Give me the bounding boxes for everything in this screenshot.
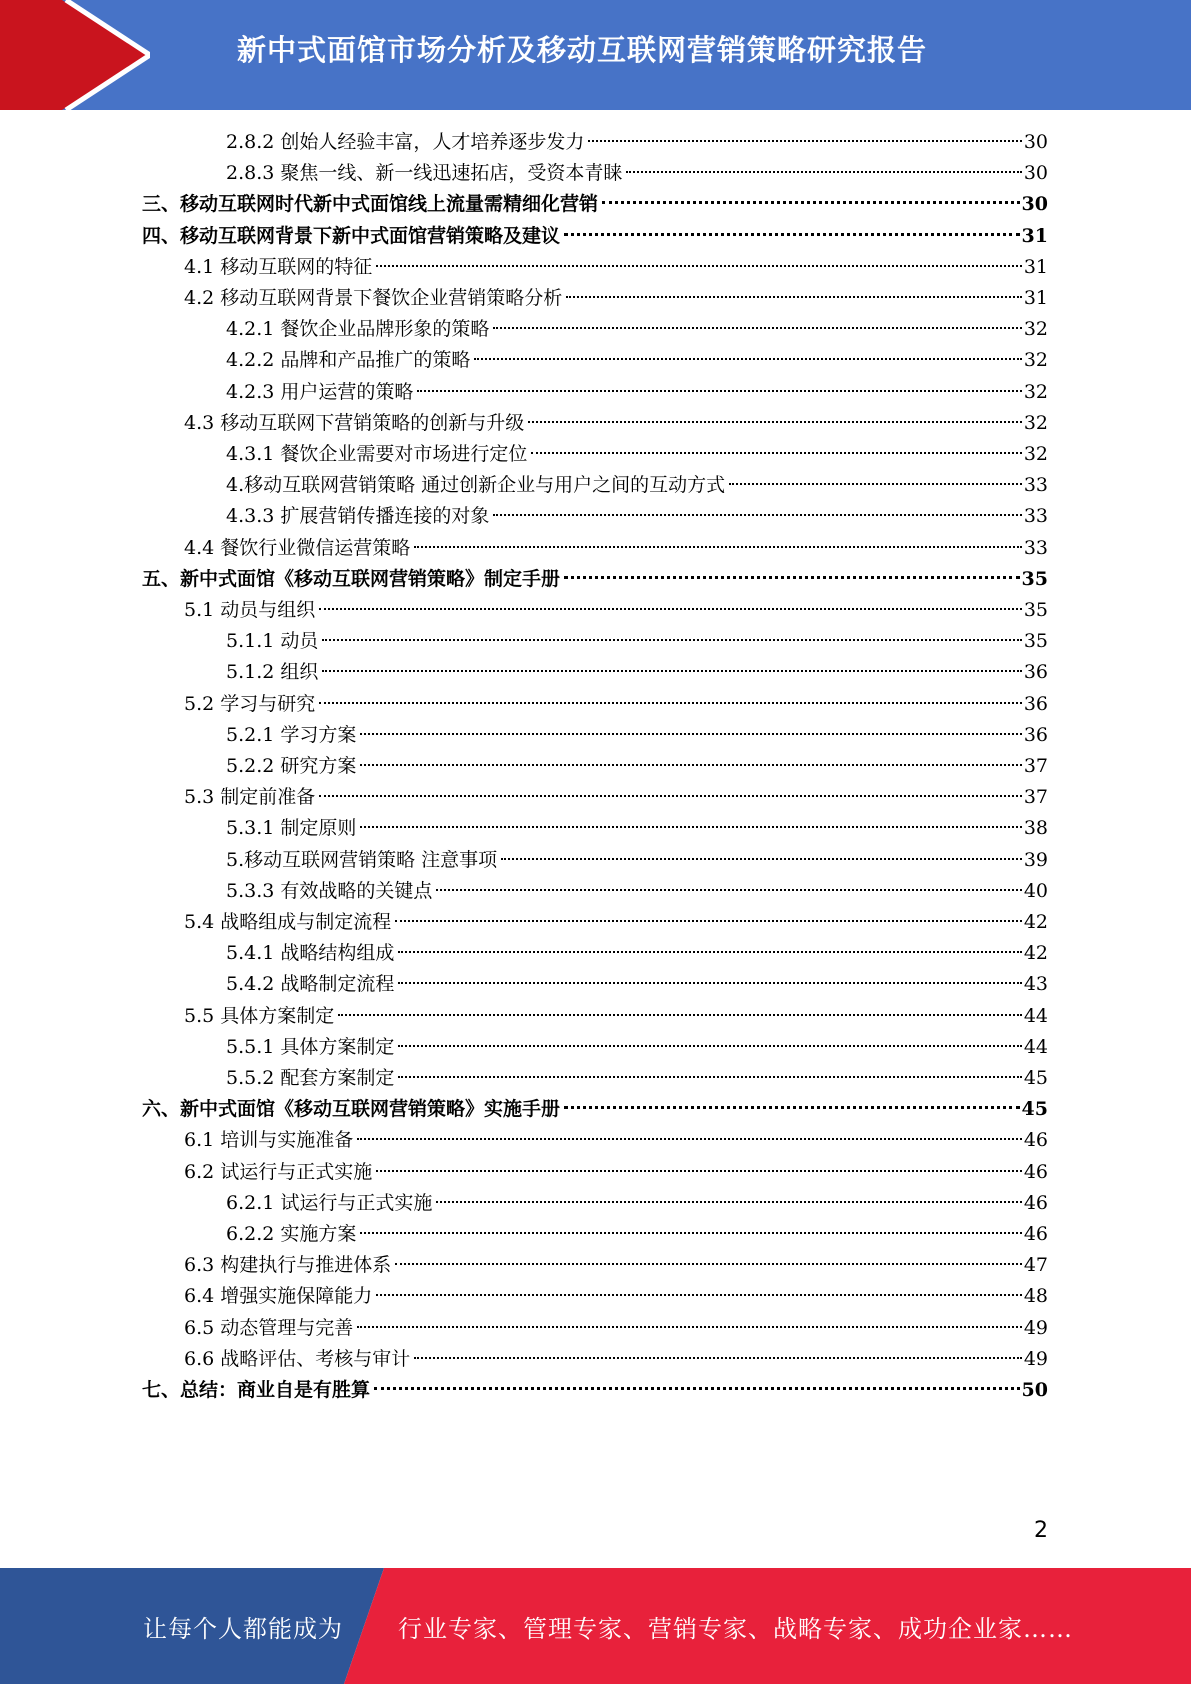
- toc-entry-page: 35: [1021, 567, 1048, 590]
- toc-dot-leader: [398, 951, 1021, 953]
- toc-entry-title: 6.5 动态管理与完善: [184, 1316, 354, 1339]
- toc-entry-page: 49: [1023, 1316, 1048, 1339]
- toc-entry[interactable]: [184, 782, 1048, 813]
- toc-entry-title: 5.4 战略组成与制定流程: [184, 911, 392, 933]
- toc-entry-title: 四、移动互联网背景下新中式面馆营销策略及建议: [142, 224, 561, 247]
- toc-entry[interactable]: [226, 377, 1048, 408]
- toc-dot-leader: [376, 1294, 1022, 1296]
- toc-entry-page: 32: [1023, 411, 1048, 434]
- toc-dot-leader: [566, 296, 1022, 298]
- page-number: 2: [1034, 1518, 1048, 1543]
- toc-entry-title: 6.2.1 试运行与正式实施: [226, 1191, 433, 1214]
- toc-entry[interactable]: [142, 564, 1048, 595]
- toc-entry-title: 4.2.2 品牌和产品推广的策略: [226, 349, 471, 372]
- toc-dot-leader: [398, 1045, 1021, 1047]
- toc-entry[interactable]: [184, 689, 1048, 720]
- toc-entry-page: 42: [1023, 942, 1048, 965]
- toc-entry-title: 6.4 增强实施保障能力: [184, 1285, 373, 1308]
- toc-dot-leader: [564, 576, 1020, 579]
- toc-entry-page: 33: [1023, 505, 1048, 528]
- toc-entry-page: 32: [1023, 380, 1048, 403]
- toc-entry[interactable]: [142, 189, 1048, 220]
- toc-entry[interactable]: [184, 1344, 1048, 1375]
- toc-entry[interactable]: [184, 408, 1048, 439]
- toc-entry[interactable]: [226, 845, 1048, 876]
- toc-entry[interactable]: [184, 1281, 1048, 1312]
- toc-entry-page: 44: [1023, 1035, 1048, 1058]
- toc-dot-leader: [374, 1387, 1020, 1390]
- toc-entry[interactable]: [226, 1219, 1048, 1250]
- toc-dot-leader: [414, 546, 1022, 548]
- toc-dot-leader: [357, 1138, 1022, 1140]
- toc-dot-leader: [322, 670, 1021, 672]
- toc-entry[interactable]: [226, 314, 1048, 345]
- toc-entry-title: 6.3 构建执行与推进体系: [184, 1254, 392, 1277]
- toc-entry-page: 39: [1023, 848, 1048, 871]
- toc-dot-leader: [528, 421, 1022, 423]
- toc-entry-page: 47: [1023, 1254, 1048, 1277]
- toc-entry[interactable]: [226, 813, 1048, 844]
- chevron-red-shape: [0, 0, 150, 110]
- toc-entry-title: 6.2 试运行与正式实施: [184, 1160, 373, 1183]
- toc-entry[interactable]: [226, 158, 1048, 189]
- toc-entry-title: 五、新中式面馆《移动互联网营销策略》制定手册: [142, 567, 561, 590]
- toc-entry-title: 5.5.2 配套方案制定: [226, 1067, 395, 1089]
- toc-entry[interactable]: [184, 252, 1048, 283]
- toc-entry[interactable]: [226, 938, 1048, 969]
- toc-entry-title: 七、总结：商业自是有胜算: [142, 1379, 371, 1401]
- toc-dot-leader: [501, 858, 1022, 860]
- toc-entry[interactable]: [226, 1032, 1048, 1063]
- toc-entry[interactable]: [184, 1250, 1048, 1281]
- toc-entry-title: 4.3.1 餐饮企业需要对市场进行定位: [226, 443, 528, 465]
- toc-dot-leader: [360, 764, 1021, 766]
- toc-entry-page: 44: [1023, 1004, 1048, 1027]
- toc-entry-page: 36: [1023, 723, 1048, 746]
- footer-slogan-right: 行业专家、管理专家、营销专家、战略专家、成功企业家……: [398, 1615, 1073, 1643]
- toc-dot-leader: [338, 1014, 1022, 1016]
- toc-dot-leader: [322, 639, 1021, 641]
- toc-entry[interactable]: [142, 221, 1048, 252]
- toc-entry[interactable]: [226, 1063, 1048, 1094]
- toc-entry-title: 5.3 制定前准备: [184, 786, 316, 809]
- toc-dot-leader: [357, 1326, 1022, 1328]
- toc-entry-title: 5.5.1 具体方案制定: [226, 1035, 395, 1058]
- toc-entry-title: 5.3.1 制定原则: [226, 817, 357, 840]
- toc-dot-leader: [531, 452, 1021, 454]
- toc-entry-title: 三、移动互联网时代新中式面馆线上流量需精细化营销: [142, 193, 599, 216]
- toc-entry[interactable]: [184, 1157, 1048, 1188]
- toc-entry[interactable]: [142, 1094, 1048, 1125]
- toc-entry-title: 5.1.2 组织: [226, 661, 319, 684]
- toc-dot-leader: [395, 1263, 1022, 1265]
- toc-entry-page: 46: [1023, 1191, 1048, 1214]
- toc-entry-title: 4.移动互联网营销策略 通过创新企业与用户之间的互动方式: [226, 474, 726, 497]
- toc-entry-page: 45: [1023, 1067, 1048, 1089]
- toc-entry[interactable]: [184, 283, 1048, 314]
- toc-entry-title: 4.2.3 用户运营的策略: [226, 380, 414, 403]
- toc-dot-leader: [398, 982, 1021, 984]
- toc-entry-page: 46: [1023, 1223, 1048, 1245]
- toc-dot-leader: [319, 608, 1022, 610]
- toc-dot-leader: [564, 1106, 1020, 1109]
- toc-entry-page: 46: [1023, 1129, 1048, 1152]
- toc-entry-title: 5.4.2 战略制定流程: [226, 973, 395, 996]
- toc-entry-page: 32: [1023, 443, 1048, 465]
- toc-entry-page: 31: [1021, 224, 1048, 247]
- toc-entry-page: 32: [1023, 318, 1048, 341]
- toc-entry-page: 42: [1023, 911, 1048, 933]
- toc-dot-leader: [493, 327, 1021, 329]
- toc-entry-page: 40: [1023, 879, 1048, 902]
- toc-entry-page: 50: [1021, 1379, 1048, 1401]
- toc-entry-page: 31: [1023, 255, 1048, 278]
- toc-dot-leader: [376, 265, 1022, 267]
- toc-entry-page: 37: [1023, 786, 1048, 809]
- toc-entry-page: 43: [1023, 973, 1048, 996]
- toc-entry-title: 5.2.1 学习方案: [226, 723, 357, 746]
- toc-entry[interactable]: [184, 1001, 1048, 1032]
- toc-entry-title: 5.1.1 动员: [226, 630, 319, 653]
- toc-entry-title: 6.1 培训与实施准备: [184, 1129, 354, 1152]
- toc-dot-leader: [729, 483, 1022, 485]
- toc-dot-leader: [414, 1357, 1022, 1359]
- toc-entry[interactable]: [184, 907, 1048, 938]
- header-chevron-decoration: [0, 0, 150, 110]
- toc-entry[interactable]: [226, 1188, 1048, 1219]
- footer-slogan-left: 让每个人都能成为: [143, 1615, 343, 1643]
- toc-dot-leader: [319, 702, 1022, 704]
- toc-entry[interactable]: [184, 1313, 1048, 1344]
- toc-entry[interactable]: [226, 470, 1048, 501]
- toc-dot-leader: [398, 1076, 1021, 1078]
- toc-entry-page: 35: [1023, 599, 1048, 621]
- toc-entry-title: 5.移动互联网营销策略 注意事项: [226, 848, 498, 871]
- toc-entry-title: 4.3.3 扩展营销传播连接的对象: [226, 505, 490, 528]
- toc-entry-title: 4.1 移动互联网的特征: [184, 255, 373, 278]
- toc-dot-leader: [417, 390, 1021, 392]
- toc-entry-title: 6.6 战略评估、考核与审计: [184, 1347, 411, 1370]
- toc-dot-leader: [564, 233, 1020, 236]
- toc-entry-page: 35: [1023, 630, 1048, 653]
- toc-entry-page: 30: [1023, 131, 1048, 153]
- toc-entry-title: 5.5 具体方案制定: [184, 1004, 335, 1027]
- toc-entry-title: 6.2.2 实施方案: [226, 1223, 357, 1245]
- toc-dot-leader: [436, 1201, 1021, 1203]
- toc-entry[interactable]: [184, 533, 1048, 564]
- toc-entry-page: 48: [1023, 1285, 1048, 1308]
- toc-dot-leader: [474, 358, 1021, 360]
- toc-entry[interactable]: [226, 439, 1048, 470]
- toc-dot-leader: [395, 920, 1022, 922]
- toc-entry-page: 33: [1023, 474, 1048, 497]
- toc-entry-title: 4.2.1 餐饮企业品牌形象的策略: [226, 318, 490, 341]
- toc-dot-leader: [626, 171, 1021, 173]
- toc-entry-title: 4.3 移动互联网下营销策略的创新与升级: [184, 411, 525, 434]
- toc-dot-leader: [360, 1232, 1021, 1234]
- toc-entry-title: 4.2 移动互联网背景下餐饮企业营销策略分析: [184, 287, 563, 309]
- toc-entry-page: 31: [1023, 287, 1048, 309]
- toc-entry[interactable]: [226, 345, 1048, 376]
- toc-entry-title: 5.2 学习与研究: [184, 692, 316, 715]
- toc-entry-page: 45: [1021, 1098, 1048, 1121]
- toc-entry[interactable]: [226, 501, 1048, 532]
- toc-entry-title: 六、新中式面馆《移动互联网营销策略》实施手册: [142, 1098, 561, 1121]
- toc-entry-page: 36: [1023, 661, 1048, 684]
- toc-entry[interactable]: [184, 595, 1048, 626]
- toc-entry-title: 4.4 餐饮行业微信运营策略: [184, 536, 411, 559]
- toc-entry-title: 2.8.3 聚焦一线、新一线迅速拓店，受资本青睐: [226, 162, 623, 185]
- toc-entry[interactable]: [226, 657, 1048, 688]
- toc-entry-page: 49: [1023, 1347, 1048, 1370]
- toc-entry-page: 37: [1023, 755, 1048, 777]
- toc-entry[interactable]: [226, 751, 1048, 782]
- toc-entry[interactable]: [142, 1375, 1048, 1406]
- toc-entry-page: 38: [1023, 817, 1048, 840]
- toc-entry[interactable]: [226, 720, 1048, 751]
- toc-dot-leader: [319, 795, 1022, 797]
- toc-dot-leader: [493, 514, 1021, 516]
- toc-entry[interactable]: [226, 876, 1048, 907]
- toc-entry-page: 46: [1023, 1160, 1048, 1183]
- toc-dot-leader: [436, 889, 1021, 891]
- toc-entry-title: 5.3.3 有效战略的关键点: [226, 879, 433, 902]
- page-footer: [0, 1568, 1191, 1684]
- toc-entry[interactable]: [226, 626, 1048, 657]
- toc-dot-leader: [376, 1170, 1022, 1172]
- toc-entry-page: 32: [1023, 349, 1048, 372]
- toc-entry[interactable]: [184, 1125, 1048, 1156]
- toc-entry-page: 36: [1023, 692, 1048, 715]
- toc-entry-title: 5.1 动员与组织: [184, 599, 316, 621]
- toc-dot-leader: [360, 733, 1021, 735]
- page-header: [0, 0, 1191, 110]
- toc-dot-leader: [588, 140, 1021, 142]
- toc-dot-leader: [602, 201, 1020, 204]
- toc-entry-title: 5.2.2 研究方案: [226, 755, 357, 777]
- toc-entry-title: 2.8.2 创始人经验丰富，人才培养逐步发力: [226, 131, 585, 153]
- report-title: 新中式面馆市场分析及移动互联网营销策略研究报告: [237, 33, 928, 67]
- toc-entry-page: 30: [1023, 162, 1048, 185]
- toc-entry-page: 30: [1021, 193, 1048, 216]
- toc-entry[interactable]: [226, 969, 1048, 1000]
- toc-entry-title: 5.4.1 战略结构组成: [226, 942, 395, 965]
- toc-entry-page: 33: [1023, 536, 1048, 559]
- toc-entry[interactable]: [226, 127, 1048, 158]
- toc-dot-leader: [360, 826, 1021, 828]
